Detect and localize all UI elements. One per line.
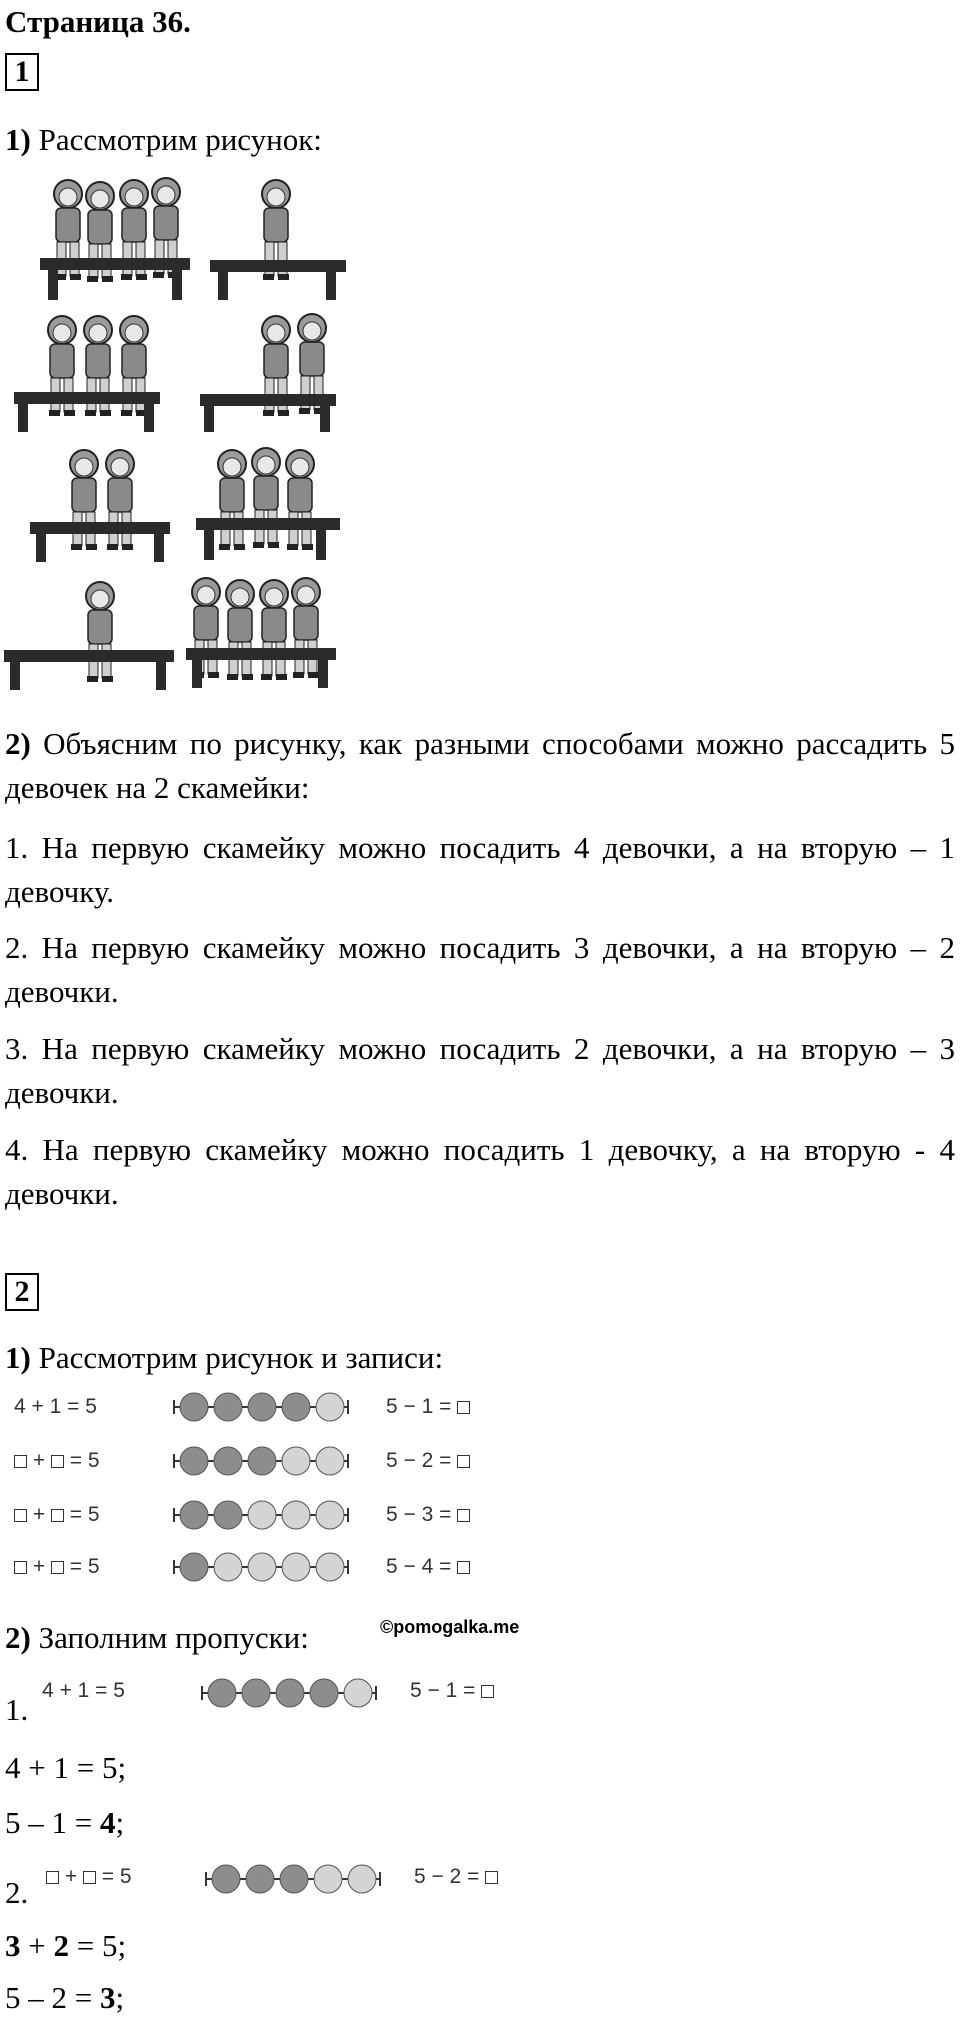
bead — [316, 1501, 344, 1529]
bead — [248, 1393, 276, 1421]
blank-square-icon — [457, 1455, 470, 1468]
list-item: 4. На первую скамейку можно посадить 1 девочку, а на вторую - 4 девочки. — [5, 1132, 955, 1211]
bead — [180, 1553, 208, 1581]
bead — [282, 1393, 310, 1421]
line-text: ; — [115, 1805, 125, 1840]
equation-right-text: 5 − 3 = — [386, 1503, 458, 1526]
line-text: + — [20, 1928, 54, 1963]
girls-on-benches-illustration — [0, 172, 360, 702]
bead-row — [172, 1446, 352, 1481]
equation-left: 4 + 1 = 5 — [14, 1395, 97, 1418]
task1-step2 — [5, 722, 955, 810]
bench-group-1b — [4, 582, 174, 690]
equation-tail: = 5 — [101, 1865, 132, 1888]
bead — [242, 1679, 270, 1707]
blank-square-icon — [51, 1455, 64, 1468]
bench-group-2b — [30, 450, 170, 562]
equation-right — [410, 1678, 494, 1704]
blank-square-icon — [51, 1509, 64, 1522]
equation-right-text: 5 − 1 = — [410, 1679, 476, 1702]
equation-left — [14, 1448, 100, 1474]
bead — [348, 1865, 376, 1893]
list-item: 1. На первую скамейку можно посадить 4 девочки, а на вторую – 1 девочку. — [5, 830, 955, 909]
solution-line — [5, 1803, 124, 1843]
blank-square-icon — [457, 1509, 470, 1522]
bead — [314, 1865, 342, 1893]
bead — [214, 1501, 242, 1529]
blank-square-icon — [14, 1561, 27, 1574]
bead — [180, 1501, 208, 1529]
blank-square-icon — [457, 1561, 470, 1574]
abacus-beads — [172, 1552, 352, 1582]
abacus-beads — [172, 1392, 352, 1422]
blank-square-icon — [485, 1871, 498, 1884]
blank-square-icon — [83, 1871, 96, 1884]
bead-row — [204, 1864, 384, 1899]
blank-square-icon — [14, 1509, 27, 1522]
task2-step1 — [5, 1338, 443, 1378]
step-label: 2) — [5, 726, 31, 761]
equation-part: = 5 — [63, 1449, 100, 1472]
list-item: 3. На первую скамейку можно посадить 2 девочки, а на вторую – 3 девочки. — [5, 1031, 955, 1110]
bead — [282, 1501, 310, 1529]
bead-row — [172, 1392, 352, 1427]
bead — [208, 1679, 236, 1707]
blank-square-icon — [457, 1401, 470, 1414]
bead — [316, 1393, 344, 1421]
bench-group-2 — [200, 314, 336, 432]
abacus-beads — [200, 1678, 380, 1708]
equation-right-text: 5 − 2 = — [414, 1865, 480, 1888]
step-text: Рассмотрим рисунок: — [38, 122, 322, 157]
equation-part: = 5 — [63, 1555, 100, 1578]
bench-group-4 — [40, 178, 190, 300]
abacus-beads — [172, 1500, 352, 1530]
bead — [316, 1447, 344, 1475]
equation-part: + — [27, 1555, 51, 1578]
equation-left — [14, 1554, 100, 1580]
blank-square-icon — [51, 1561, 64, 1574]
line-text: 5 – 1 = — [5, 1805, 100, 1840]
task1-step1 — [5, 120, 322, 160]
watermark: ©pomogalka.me — [380, 1617, 520, 1637]
answer-value: 3 — [5, 1928, 21, 1963]
equation-left — [46, 1864, 132, 1890]
bead — [214, 1553, 242, 1581]
solution-number: 1. — [5, 1692, 29, 1727]
equation-part: = 5 — [63, 1503, 100, 1526]
bead — [282, 1553, 310, 1581]
step-text: Заполним пропуски: — [38, 1620, 309, 1655]
solution-line: 4 + 1 = 5; — [5, 1750, 127, 1785]
line-text: 5 – 2 = — [5, 1980, 100, 2015]
list-item: 2. На первую скамейку можно посадить 3 девочки, а на вторую – 2 девочки. — [5, 930, 955, 1009]
step-label: 2) — [5, 1620, 31, 1655]
bead — [248, 1501, 276, 1529]
bench-group-4b — [186, 578, 336, 688]
solution-line — [5, 1926, 126, 1966]
equation-right-text: 5 − 2 = — [386, 1449, 458, 1472]
answer-value: 3 — [99, 1980, 116, 2015]
step-text: Объясним по рисунку, как разными способами можно рассадить 5 девочек на 2 скамейки: — [5, 726, 955, 805]
step-label: 1) — [5, 122, 31, 157]
bead — [276, 1679, 304, 1707]
equation-right — [386, 1554, 470, 1580]
bead-row — [200, 1678, 380, 1713]
equation-right-text: 5 − 4 = — [386, 1555, 458, 1578]
bead — [248, 1553, 276, 1581]
bench-group-1 — [210, 180, 346, 300]
blank-square-icon — [46, 1871, 59, 1884]
solution-line — [5, 1978, 124, 2018]
bead — [344, 1679, 372, 1707]
bead — [180, 1447, 208, 1475]
task2-step2 — [5, 1618, 309, 1658]
step-text: Рассмотрим рисунок и записи: — [38, 1340, 444, 1375]
task-number-box: 2 — [5, 1273, 39, 1311]
line-text: ; — [115, 1980, 125, 2015]
equation-right — [386, 1394, 470, 1420]
equation-left — [14, 1502, 100, 1528]
equation-right — [386, 1502, 470, 1528]
bead — [212, 1865, 240, 1893]
solution-number: 2. — [5, 1875, 29, 1910]
answer-value: 4 — [99, 1805, 116, 1840]
bench-group-3 — [14, 316, 160, 432]
blank-square-icon — [14, 1455, 27, 1468]
bead — [180, 1393, 208, 1421]
abacus-beads — [172, 1446, 352, 1476]
equation-right-text: 5 − 1 = — [386, 1395, 458, 1418]
bead-row — [172, 1552, 352, 1587]
bead — [248, 1447, 276, 1475]
equation-part: + — [27, 1503, 51, 1526]
plus-sign: + — [64, 1865, 78, 1888]
abacus-beads — [204, 1864, 384, 1894]
line-text: = 5; — [68, 1928, 127, 1963]
equation-right — [414, 1864, 498, 1890]
equation-left: 4 + 1 = 5 — [42, 1679, 125, 1702]
bead — [280, 1865, 308, 1893]
bead — [282, 1447, 310, 1475]
bead — [214, 1393, 242, 1421]
bead — [316, 1553, 344, 1581]
bench-group-3b — [196, 448, 340, 560]
bead — [246, 1865, 274, 1893]
page-title: Страница 36. — [5, 4, 191, 39]
bead-row — [172, 1500, 352, 1535]
bead — [310, 1679, 338, 1707]
blank-square-icon — [481, 1685, 494, 1698]
answer-value: 2 — [53, 1928, 69, 1963]
step-label: 1) — [5, 1340, 31, 1375]
bead — [214, 1447, 242, 1475]
equation-part: + — [27, 1449, 51, 1472]
task-number-box: 1 — [5, 53, 39, 91]
equation-right — [386, 1448, 470, 1474]
